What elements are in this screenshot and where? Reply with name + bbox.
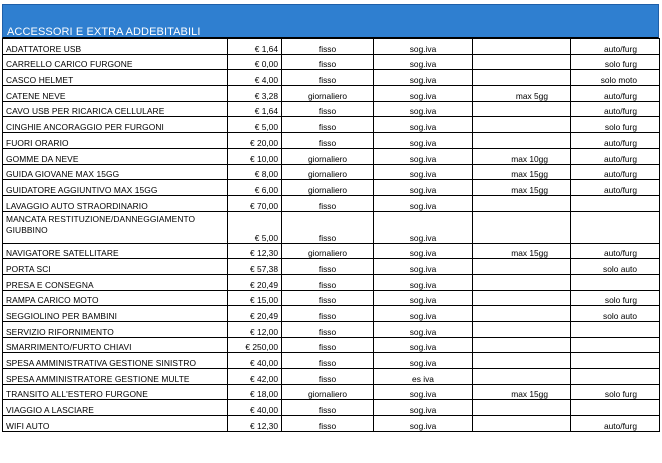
charge-type-cell: fisso	[282, 101, 374, 117]
table-row	[3, 101, 660, 117]
limit-cell	[473, 211, 571, 243]
price-cell: € 8,00	[228, 164, 282, 180]
vehicle-cell: auto/furg	[571, 148, 660, 164]
charge-type-cell: fisso	[282, 70, 374, 86]
charge-type-cell: fisso	[282, 39, 374, 55]
table-row	[3, 290, 660, 306]
limit-cell	[473, 101, 571, 117]
price-cell: € 40,00	[228, 400, 282, 416]
tax-cell: sog.iva	[374, 259, 473, 275]
table-row	[3, 211, 660, 243]
vehicle-cell: solo moto	[571, 70, 660, 86]
item-name-cell: GOMME DA NEVE	[3, 148, 228, 164]
item-name-cell: FUORI ORARIO	[3, 133, 228, 149]
price-cell: € 6,00	[228, 180, 282, 196]
tax-cell: sog.iva	[374, 306, 473, 322]
price-cell: € 3,28	[228, 86, 282, 102]
item-name-cell: CASCO HELMET	[3, 70, 228, 86]
item-name-cell: RAMPA CARICO MOTO	[3, 290, 228, 306]
limit-cell	[473, 54, 571, 70]
limit-cell: max 15gg	[473, 180, 571, 196]
price-cell: € 20,49	[228, 306, 282, 322]
limit-cell	[473, 195, 571, 211]
tax-cell: es iva	[374, 369, 473, 385]
price-cell: € 10,00	[228, 148, 282, 164]
tax-cell: sog.iva	[374, 195, 473, 211]
item-name-cell: CAVO USB PER RICARICA CELLULARE	[3, 101, 228, 117]
charge-type-cell: giornaliero	[282, 86, 374, 102]
table-row	[3, 70, 660, 86]
item-name-cell: PRESA E CONSEGNA	[3, 274, 228, 290]
price-cell: € 20,00	[228, 133, 282, 149]
table-row	[3, 400, 660, 416]
tax-cell: sog.iva	[374, 416, 473, 432]
price-cell: € 40,00	[228, 353, 282, 369]
limit-cell	[473, 400, 571, 416]
price-cell: € 15,00	[228, 290, 282, 306]
vehicle-cell: solo furg	[571, 54, 660, 70]
price-cell: € 42,00	[228, 369, 282, 385]
charge-type-cell: giornaliero	[282, 243, 374, 259]
limit-cell	[473, 369, 571, 385]
charge-type-cell: fisso	[282, 369, 374, 385]
charge-type-cell: fisso	[282, 337, 374, 353]
charge-type-cell: fisso	[282, 400, 374, 416]
limit-cell	[473, 416, 571, 432]
charge-type-cell: fisso	[282, 416, 374, 432]
charge-type-cell: fisso	[282, 274, 374, 290]
table-row	[3, 86, 660, 102]
tax-cell: sog.iva	[374, 274, 473, 290]
table-row	[3, 337, 660, 353]
table-row	[3, 322, 660, 338]
vehicle-cell: solo furg	[571, 117, 660, 133]
limit-cell	[473, 290, 571, 306]
item-name-cell: CARRELLO CARICO FURGONE	[3, 54, 228, 70]
tax-cell: sog.iva	[374, 86, 473, 102]
limit-cell: max 15gg	[473, 384, 571, 400]
tax-cell: sog.iva	[374, 353, 473, 369]
charge-type-cell: giornaliero	[282, 164, 374, 180]
price-cell: € 5,00	[228, 211, 282, 243]
vehicle-cell: solo auto	[571, 306, 660, 322]
price-cell: € 18,00	[228, 384, 282, 400]
charge-type-cell: fisso	[282, 290, 374, 306]
tax-cell: sog.iva	[374, 243, 473, 259]
charge-type-cell: fisso	[282, 195, 374, 211]
table-row	[3, 54, 660, 70]
limit-cell	[473, 337, 571, 353]
vehicle-cell: auto/furg	[571, 164, 660, 180]
price-cell: € 1,64	[228, 101, 282, 117]
item-name-cell: SEGGIOLINO PER BAMBINI	[3, 306, 228, 322]
table-row	[3, 384, 660, 400]
price-cell: € 250,00	[228, 337, 282, 353]
table-row	[3, 416, 660, 432]
limit-cell: max 10gg	[473, 148, 571, 164]
tax-cell: sog.iva	[374, 180, 473, 196]
limit-cell	[473, 322, 571, 338]
vehicle-cell	[571, 400, 660, 416]
tax-cell: sog.iva	[374, 211, 473, 243]
item-name-cell: PORTA SCI	[3, 259, 228, 275]
limit-cell	[473, 274, 571, 290]
charge-type-cell: fisso	[282, 117, 374, 133]
item-name-cell: SPESA AMMINISTRATIVA GESTIONE SINISTRO	[3, 353, 228, 369]
table-row	[3, 164, 660, 180]
charge-type-cell: fisso	[282, 306, 374, 322]
item-name-cell: WIFI AUTO	[3, 416, 228, 432]
price-cell: € 1,64	[228, 39, 282, 55]
tax-cell: sog.iva	[374, 337, 473, 353]
charge-type-cell: fisso	[282, 322, 374, 338]
table-row	[3, 369, 660, 385]
item-name-cell: SMARRIMENTO/FURTO CHIAVI	[3, 337, 228, 353]
vehicle-cell	[571, 274, 660, 290]
price-cell: € 12,30	[228, 243, 282, 259]
table-row	[3, 243, 660, 259]
item-name-cell: NAVIGATORE SATELLITARE	[3, 243, 228, 259]
tax-cell: sog.iva	[374, 117, 473, 133]
table-row	[3, 39, 660, 55]
vehicle-cell	[571, 369, 660, 385]
limit-cell	[473, 117, 571, 133]
price-cell: € 70,00	[228, 195, 282, 211]
vehicle-cell: auto/furg	[571, 39, 660, 55]
limit-cell	[473, 306, 571, 322]
item-name-cell: GUIDATORE AGGIUNTIVO MAX 15GG	[3, 180, 228, 196]
item-name-cell: LAVAGGIO AUTO STRAORDINARIO	[3, 195, 228, 211]
price-cell: € 12,00	[228, 322, 282, 338]
table-row	[3, 117, 660, 133]
charge-type-cell: fisso	[282, 133, 374, 149]
limit-cell	[473, 70, 571, 86]
item-name-cell: ADATTATORE USB	[3, 39, 228, 55]
vehicle-cell	[571, 353, 660, 369]
charge-type-cell: giornaliero	[282, 148, 374, 164]
price-cell: € 0,00	[228, 54, 282, 70]
table-row	[3, 259, 660, 275]
extras-table	[2, 38, 660, 432]
item-name-cell: CATENE NEVE	[3, 86, 228, 102]
extras-table-body	[3, 39, 660, 432]
limit-cell: max 15gg	[473, 243, 571, 259]
table-row	[3, 274, 660, 290]
item-name-cell: CINGHIE ANCORAGGIO PER FURGONI	[3, 117, 228, 133]
tax-cell: sog.iva	[374, 70, 473, 86]
tax-cell: sog.iva	[374, 322, 473, 338]
tax-cell: sog.iva	[374, 54, 473, 70]
tax-cell: sog.iva	[374, 400, 473, 416]
limit-cell	[473, 133, 571, 149]
vehicle-cell: auto/furg	[571, 86, 660, 102]
charge-type-cell: fisso	[282, 259, 374, 275]
vehicle-cell: solo furg	[571, 384, 660, 400]
table-row	[3, 353, 660, 369]
charge-type-cell: fisso	[282, 353, 374, 369]
vehicle-cell	[571, 322, 660, 338]
vehicle-cell: auto/furg	[571, 416, 660, 432]
tax-cell: sog.iva	[374, 148, 473, 164]
item-name-cell: SPESA AMMINISTRATORE GESTIONE MULTE	[3, 369, 228, 385]
limit-cell	[473, 353, 571, 369]
charge-type-cell: giornaliero	[282, 384, 374, 400]
spreadsheet	[2, 4, 659, 432]
table-title: ACCESSORI E EXTRA ADDEBITABILI	[2, 4, 659, 38]
vehicle-cell: solo auto	[571, 259, 660, 275]
vehicle-cell: solo furg	[571, 290, 660, 306]
vehicle-cell: auto/furg	[571, 180, 660, 196]
item-name-cell: MANCATA RESTITUZIONE/DANNEGGIAMENTO GIUBBINO	[3, 211, 228, 243]
price-cell: € 4,00	[228, 70, 282, 86]
price-cell: € 20,49	[228, 274, 282, 290]
charge-type-cell: giornaliero	[282, 180, 374, 196]
item-name-cell: VIAGGIO A LASCIARE	[3, 400, 228, 416]
table-row	[3, 195, 660, 211]
tax-cell: sog.iva	[374, 133, 473, 149]
item-name-cell: SERVIZIO RIFORNIMENTO	[3, 322, 228, 338]
tax-cell: sog.iva	[374, 384, 473, 400]
price-cell: € 12,30	[228, 416, 282, 432]
vehicle-cell	[571, 195, 660, 211]
item-name-cell: GUIDA GIOVANE MAX 15GG	[3, 164, 228, 180]
vehicle-cell: auto/furg	[571, 133, 660, 149]
tax-cell: sog.iva	[374, 101, 473, 117]
item-name-cell: TRANSITO ALL'ESTERO FURGONE	[3, 384, 228, 400]
table-row	[3, 148, 660, 164]
charge-type-cell: fisso	[282, 211, 374, 243]
tax-cell: sog.iva	[374, 290, 473, 306]
table-row	[3, 180, 660, 196]
limit-cell	[473, 259, 571, 275]
table-row	[3, 306, 660, 322]
vehicle-cell: auto/furg	[571, 101, 660, 117]
price-cell: € 5,00	[228, 117, 282, 133]
vehicle-cell	[571, 211, 660, 243]
tax-cell: sog.iva	[374, 164, 473, 180]
price-cell: € 57,38	[228, 259, 282, 275]
limit-cell: max 5gg	[473, 86, 571, 102]
limit-cell: max 15gg	[473, 164, 571, 180]
vehicle-cell	[571, 337, 660, 353]
table-row	[3, 133, 660, 149]
charge-type-cell: fisso	[282, 54, 374, 70]
tax-cell: sog.iva	[374, 39, 473, 55]
vehicle-cell: auto/furg	[571, 243, 660, 259]
limit-cell	[473, 39, 571, 55]
